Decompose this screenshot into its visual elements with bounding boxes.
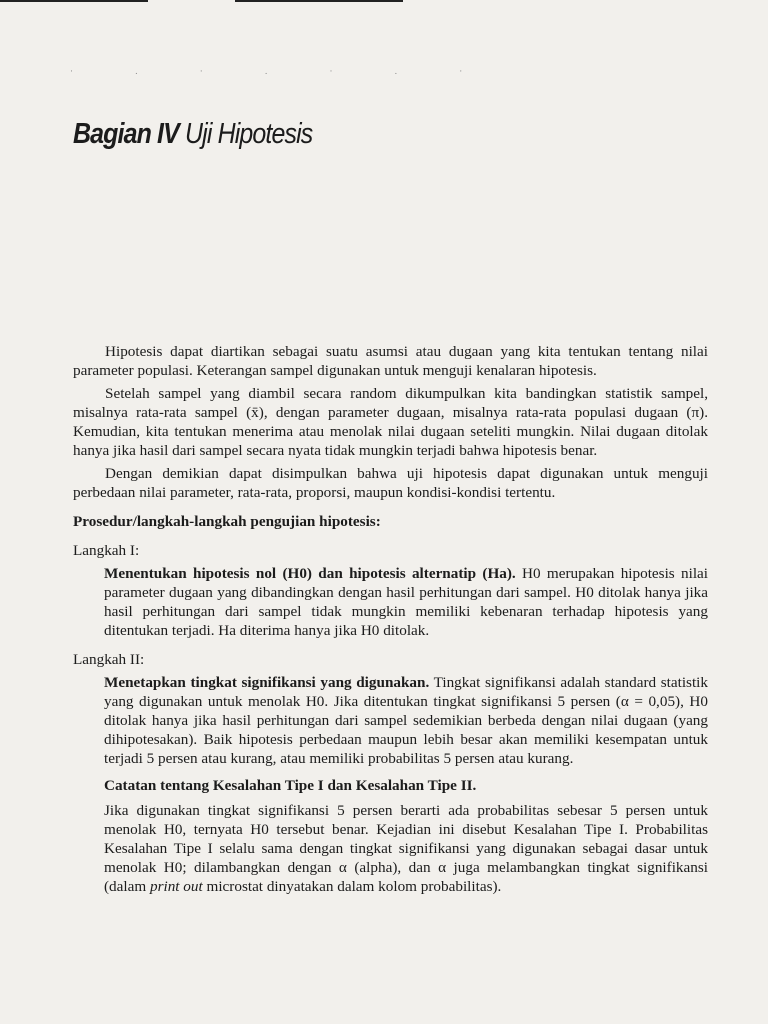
- note-text-1: Jika digunakan tingkat signifikansi 5 persen berarti ada probabilitas sebesar 5 persen untuk menolak H0, ternyata H0 tersebut benar. Kejadian ini disebut Kesalahan Tipe I. Probabilitas Kesalahan Tipe I selalu sama dengan tingkat signifikansi yang digunakan sebagai dasar untuk menolak H0; dilambangkan dengan α (alpha), dan α juga melambangkan tingkat signifikansi (dalam: [104, 802, 708, 895]
- note-italic: print out: [149, 878, 203, 895]
- procedure-heading: Prosedur/langkah-langkah pengujian hipotesis:: [73, 513, 381, 530]
- page-title: [73, 118, 312, 151]
- scan-specks: · . · . · . ·: [70, 66, 493, 76]
- step1-label: Langkah I:: [73, 542, 140, 559]
- scan-top-line-left: [0, 0, 148, 2]
- note-text-2: microstat dinyatakan dalam kolom probabilitas).: [202, 878, 502, 895]
- title-bold: Bagian IV: [73, 118, 179, 150]
- note-paragraph: [73, 801, 708, 896]
- title-rest: Uji Hipotesis: [178, 118, 313, 150]
- step2-paragraph: [73, 673, 708, 768]
- step1-bold: Menentukan hipotesis nol (H0) dan hipotesis alternatip (Ha).: [104, 565, 516, 582]
- note-title: Catatan tentang Kesalahan Tipe I dan Kesalahan Tipe II.: [104, 777, 477, 794]
- step2-bold: Menetapkan tingkat signifikansi yang digunakan.: [104, 674, 430, 691]
- page-body: [73, 342, 708, 896]
- paragraph-3: Dengan demikian dapat disimpulkan bahwa uji hipotesis dapat digunakan untuk menguji perbedaan nilai parameter, rata-rata, proporsi, maupun kondisi-kondisi tertentu.: [73, 465, 708, 501]
- step2-text: Tingkat signifikansi adalah standard statistik yang digunakan untuk menolak H0. Jika ditentukan tingkat signifikansi 5 persen (α = 0,05), H0 ditolak hanya jika hasil perhitungan dari sampel sedemikian berbeda dengan nilai dugaan (yang dihipotesakan). Baik hipotesis perbedaan maupun lebih besar akan memiliki kesempatan untuk terjadi 5 persen atau kurang, atau memiliki probabilitas 5 persen atau kurang.: [104, 674, 708, 767]
- paragraph-2: Setelah sampel yang diambil secara random dikumpulkan kita bandingkan statistik sampel, misalnya rata-rata sampel (x̄), dengan parameter dugaan, misalnya rata-rata populasi dugaan (π). Kemudian, kita tentukan menerima atau menolak nilai dugaan seteliti mungkin. Nilai dugaan ditolak hanya jika hasil dari sampel secara nyata tidak mungkin terjadi bahwa hipotesis benar.: [73, 385, 708, 459]
- scan-top-line-right: [235, 0, 403, 2]
- step2-label: Langkah II:: [73, 651, 145, 668]
- paragraph-1: Hipotesis dapat diartikan sebagai suatu asumsi atau dugaan yang kita tentukan tentang nilai parameter populasi. Keterangan sampel digunakan untuk menguji kenalaran hipotesis.: [73, 343, 708, 379]
- step1-paragraph: [73, 564, 708, 640]
- step1-text: H0 merupakan hipotesis nilai parameter dugaan yang dibandingkan dengan hasil perhitungan dari sampel. H0 ditolak hanya jika hasil perhitungan dari sampel tidak mungkin memiliki kebenaran terhadap hipotesis yang ditentukan terjadi. Ha diterima hanya jika H0 ditolak.: [104, 565, 709, 639]
